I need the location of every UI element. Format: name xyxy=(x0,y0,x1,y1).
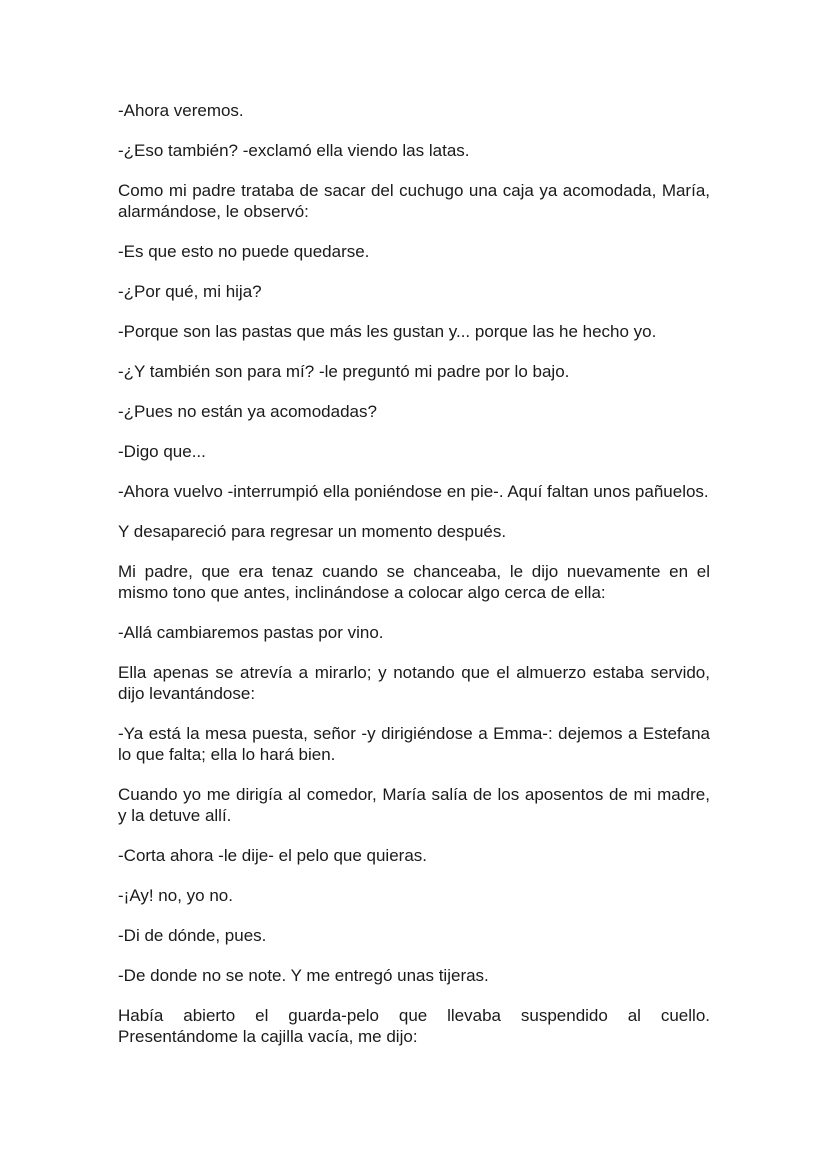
paragraph: -Porque son las pastas que más les gustan y... porque las he hecho yo. xyxy=(118,322,657,341)
paragraph: -Ahora veremos. xyxy=(118,101,244,120)
paragraph: Como mi padre trataba de sacar del cuchugo una caja ya acomodada, María, alarmándose, le observó: xyxy=(118,181,710,221)
paragraph: -¿Eso también? -exclamó ella viendo las latas. xyxy=(118,141,470,160)
paragraph: -De donde no se note. Y me entregó unas tijeras. xyxy=(118,966,489,985)
paragraph: -Es que esto no puede quedarse. xyxy=(118,242,370,261)
paragraph: -Ya está la mesa puesta, señor -y dirigiéndose a Emma-: dejemos a Estefana lo que falta; ella lo hará bien. xyxy=(118,724,710,764)
paragraph: -Digo que... xyxy=(118,442,206,461)
paragraph: Cuando yo me dirigía al comedor, María salía de los aposentos de mi madre, y la detuve allí. xyxy=(118,785,710,825)
paragraph: -¿Pues no están ya acomodadas? xyxy=(118,402,377,421)
paragraph: -¡Ay! no, yo no. xyxy=(118,886,233,905)
paragraph: Había abierto el guarda-pelo que llevaba suspendido al cuello. Presentándome la cajilla vacía, me dijo: xyxy=(118,1006,710,1046)
paragraph: Mi padre, que era tenaz cuando se chanceaba, le dijo nuevamente en el mismo tono que antes, inclinándose a colocar algo cerca de ella: xyxy=(118,562,710,602)
document-page xyxy=(118,100,710,1066)
paragraph: -Ahora vuelvo -interrumpió ella poniéndose en pie-. Aquí faltan unos pañuelos. xyxy=(118,482,709,501)
paragraph: -Corta ahora -le dije- el pelo que quieras. xyxy=(118,846,428,865)
paragraph: -Di de dónde, pues. xyxy=(118,926,267,945)
paragraph: -¿Y también son para mí? -le preguntó mi padre por lo bajo. xyxy=(118,362,570,381)
paragraph: Y desapareció para regresar un momento después. xyxy=(118,522,507,541)
paragraph: -¿Por qué, mi hija? xyxy=(118,282,262,301)
paragraph: -Allá cambiaremos pastas por vino. xyxy=(118,623,384,642)
paragraph: Ella apenas se atrevía a mirarlo; y notando que el almuerzo estaba servido, dijo levantándose: xyxy=(118,663,710,703)
